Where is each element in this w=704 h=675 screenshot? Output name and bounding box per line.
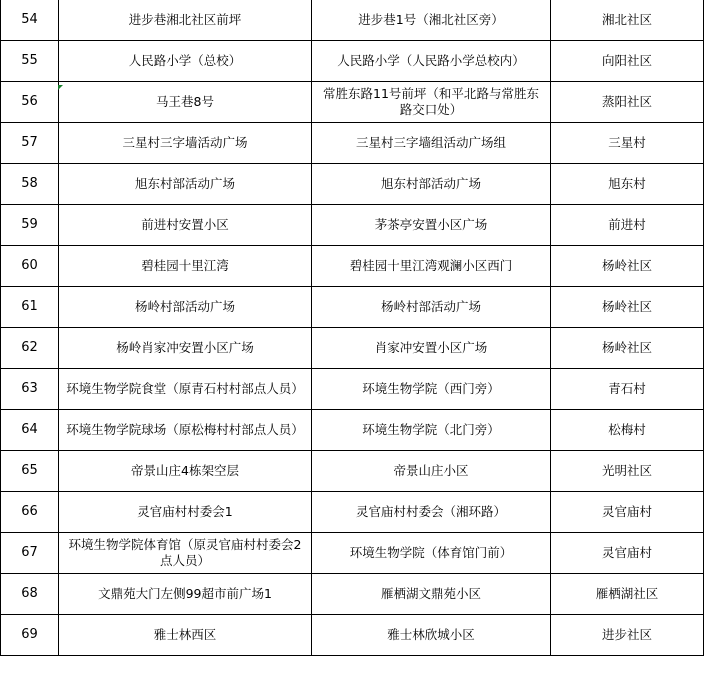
site-name-cell[interactable]: 进步巷湘北社区前坪 <box>59 0 312 41</box>
address-cell[interactable]: 肖家冲安置小区广场 <box>312 328 551 369</box>
row-number-cell[interactable]: 69 <box>1 615 59 656</box>
site-name-cell[interactable]: 雅士林西区 <box>59 615 312 656</box>
site-name-cell[interactable]: 碧桂园十里江湾 <box>59 246 312 287</box>
site-name-cell[interactable]: 杨岭肖家冲安置小区广场 <box>59 328 312 369</box>
table-row <box>1 451 704 492</box>
community-cell[interactable]: 前进村 <box>551 205 704 246</box>
community-cell[interactable]: 湘北社区 <box>551 0 704 41</box>
table-row <box>1 328 704 369</box>
address-cell[interactable]: 灵官庙村村委会（湘环路） <box>312 492 551 533</box>
address-cell[interactable]: 茅茶亭安置小区广场 <box>312 205 551 246</box>
table-row <box>1 41 704 82</box>
row-number-cell[interactable]: 64 <box>1 410 59 451</box>
site-name-cell[interactable]: 环境生物学院体育馆（原灵官庙村村委会2点人员） <box>59 533 312 574</box>
table-row <box>1 369 704 410</box>
site-name-cell[interactable]: 环境生物学院食堂（原青石村村部点人员） <box>59 369 312 410</box>
row-number-cell[interactable]: 59 <box>1 205 59 246</box>
table-row <box>1 574 704 615</box>
community-cell[interactable]: 灵官庙村 <box>551 492 704 533</box>
site-name-cell[interactable]: 马王巷8号 <box>59 82 312 123</box>
address-cell[interactable]: 帝景山庄小区 <box>312 451 551 492</box>
table-row <box>1 287 704 328</box>
site-name-cell[interactable]: 前进村安置小区 <box>59 205 312 246</box>
table-row <box>1 0 704 41</box>
row-number-cell[interactable]: 57 <box>1 123 59 164</box>
table-row <box>1 246 704 287</box>
community-cell[interactable]: 灵官庙村 <box>551 533 704 574</box>
row-number-cell[interactable]: 56 <box>1 82 59 123</box>
site-name-cell[interactable]: 人民路小学（总校） <box>59 41 312 82</box>
address-cell[interactable]: 杨岭村部活动广场 <box>312 287 551 328</box>
table-row <box>1 82 704 123</box>
community-cell[interactable]: 蒸阳社区 <box>551 82 704 123</box>
address-cell[interactable]: 环境生物学院（西门旁） <box>312 369 551 410</box>
site-name-cell[interactable]: 灵官庙村村委会1 <box>59 492 312 533</box>
community-cell[interactable]: 雁栖湖社区 <box>551 574 704 615</box>
site-name-cell[interactable]: 杨岭村部活动广场 <box>59 287 312 328</box>
community-cell[interactable]: 旭东村 <box>551 164 704 205</box>
site-name-cell[interactable]: 三星村三字墙活动广场 <box>59 123 312 164</box>
address-cell[interactable]: 雁栖湖文鼎苑小区 <box>312 574 551 615</box>
address-cell[interactable]: 人民路小学（人民路小学总校内） <box>312 41 551 82</box>
community-cell[interactable]: 三星村 <box>551 123 704 164</box>
row-number-cell[interactable]: 66 <box>1 492 59 533</box>
table-row <box>1 123 704 164</box>
row-number-cell[interactable]: 61 <box>1 287 59 328</box>
cell-comment-marker <box>58 85 63 90</box>
row-number-cell[interactable]: 54 <box>1 0 59 41</box>
table-row <box>1 410 704 451</box>
table-row <box>1 164 704 205</box>
address-cell[interactable]: 三星村三字墙组活动广场组 <box>312 123 551 164</box>
address-cell[interactable]: 常胜东路11号前坪（和平北路与常胜东路交口处） <box>312 82 551 123</box>
address-cell[interactable]: 旭东村部活动广场 <box>312 164 551 205</box>
community-cell[interactable]: 向阳社区 <box>551 41 704 82</box>
community-cell[interactable]: 杨岭社区 <box>551 328 704 369</box>
community-cell[interactable]: 杨岭社区 <box>551 246 704 287</box>
address-cell[interactable]: 碧桂园十里江湾观澜小区西门 <box>312 246 551 287</box>
row-number-cell[interactable]: 60 <box>1 246 59 287</box>
address-cell[interactable]: 环境生物学院（体育馆门前） <box>312 533 551 574</box>
row-number-cell[interactable]: 63 <box>1 369 59 410</box>
community-cell[interactable]: 光明社区 <box>551 451 704 492</box>
table-row <box>1 492 704 533</box>
community-cell[interactable]: 进步社区 <box>551 615 704 656</box>
address-cell[interactable]: 雅士林欣城小区 <box>312 615 551 656</box>
row-number-cell[interactable]: 68 <box>1 574 59 615</box>
row-number-cell[interactable]: 62 <box>1 328 59 369</box>
table-row <box>1 615 704 656</box>
table-row <box>1 533 704 574</box>
community-cell[interactable]: 杨岭社区 <box>551 287 704 328</box>
site-name-cell[interactable]: 环境生物学院球场（原松梅村村部点人员） <box>59 410 312 451</box>
address-cell[interactable]: 进步巷1号（湘北社区旁） <box>312 0 551 41</box>
site-name-cell[interactable]: 旭东村部活动广场 <box>59 164 312 205</box>
table-row <box>1 205 704 246</box>
row-number-cell[interactable]: 55 <box>1 41 59 82</box>
table-body <box>1 0 704 656</box>
row-number-cell[interactable]: 67 <box>1 533 59 574</box>
row-number-cell[interactable]: 58 <box>1 164 59 205</box>
community-cell[interactable]: 松梅村 <box>551 410 704 451</box>
address-cell[interactable]: 环境生物学院（北门旁） <box>312 410 551 451</box>
community-cell[interactable]: 青石村 <box>551 369 704 410</box>
site-name-cell[interactable]: 文鼎苑大门左侧99超市前广场1 <box>59 574 312 615</box>
site-name-cell[interactable]: 帝景山庄4栋架空层 <box>59 451 312 492</box>
row-number-cell[interactable]: 65 <box>1 451 59 492</box>
